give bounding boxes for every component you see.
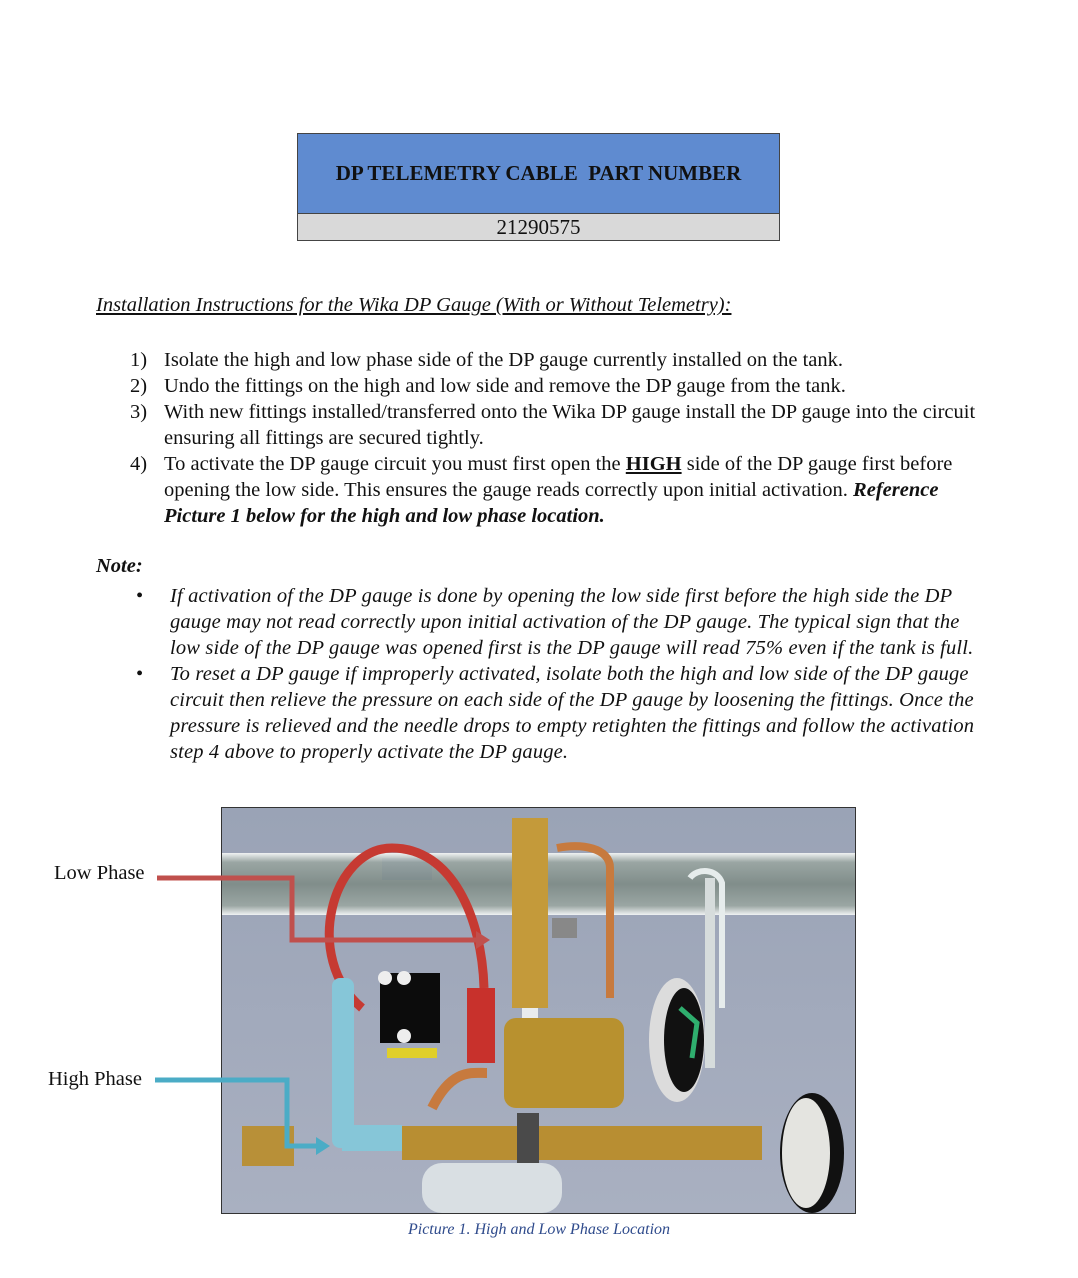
- gauge-assembly-illustration: [222, 808, 855, 1213]
- note-item: [136, 583, 986, 661]
- note-text: To reset a DP gauge if improperly activated, isolate both the high and low side of the DP gauge circuit then relieve the pressure on each side of the DP gauge by loosening the fittings. Once the pressure is relieved and the needle drops to empty retighten the fittings and follow the activation step 4 above to properly activate the DP gauge.: [170, 663, 975, 763]
- step-text: side of the DP gauge first before opening the low side. This ensures the gauge reads correctly upon initial activation.: [164, 453, 953, 501]
- low-phase-label: Low Phase: [54, 862, 145, 884]
- note-title: Note:: [96, 555, 143, 577]
- step-item: [130, 373, 990, 399]
- step-number: 2): [130, 375, 148, 397]
- step-item: [130, 399, 990, 451]
- step-text: With new fittings installed/transferred onto the Wika DP gauge install the DP gauge into the circuit ensuring all fittings are secured tightly.: [164, 401, 976, 449]
- step-number: 1): [130, 349, 148, 371]
- step-text: Isolate the high and low phase side of the DP gauge currently installed on the tank.: [164, 349, 843, 371]
- step-text: To activate the DP gauge circuit you must first open the: [164, 453, 626, 475]
- step-number: 4): [130, 453, 148, 475]
- gauge-assembly-picture: [221, 807, 856, 1214]
- step-item: [130, 451, 990, 529]
- note-text: If activation of the DP gauge is done by opening the low side first before the high side the DP gauge may not read correctly upon initial activation of the DP gauge. The typical sign that the low side of the DP gauge was opened first is the DP gauge will read 75% even if the tank is full.: [170, 585, 974, 659]
- part-number-value: 21290575: [298, 214, 779, 240]
- bullet-icon: •: [136, 585, 144, 607]
- note-bullets: [136, 583, 986, 765]
- instructions-heading: Installation Instructions for the Wika DP Gauge (With or Without Telemetry):: [96, 294, 732, 316]
- picture-caption: Picture 1. High and Low Phase Location: [407, 1221, 671, 1238]
- step-text: Undo the fittings on the high and low side and remove the DP gauge from the tank.: [164, 375, 846, 397]
- bullet-icon: •: [136, 663, 144, 685]
- high-phase-label: High Phase: [48, 1068, 142, 1090]
- step-reference: Reference Picture 1 below for the high and low phase location.: [164, 479, 939, 527]
- step-number: 3): [130, 401, 148, 423]
- step-item: [130, 347, 990, 373]
- step-emphasis: HIGH: [625, 453, 682, 475]
- part-number-table: [297, 133, 780, 241]
- instruction-steps: [130, 347, 990, 529]
- part-number-header: DP TELEMETRY CABLE PART NUMBER: [298, 134, 779, 214]
- note-item: [136, 661, 986, 765]
